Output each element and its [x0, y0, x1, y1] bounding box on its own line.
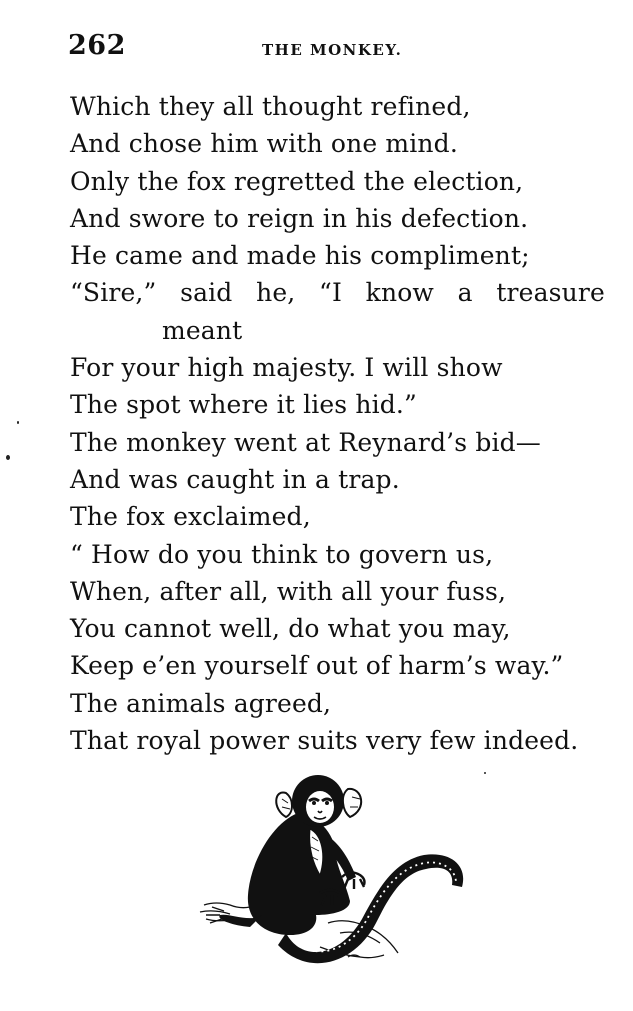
poem-line: He came and made his compliment; [70, 241, 530, 271]
page-number: 262 [68, 30, 126, 61]
poem-line: Which they all thought refined, [70, 92, 471, 121]
margin-speck [484, 772, 486, 774]
poem-line: Only the fox regretted the election, [70, 166, 524, 196]
poem-line: You cannot well, do what you may, [70, 614, 511, 644]
poem-line: The fox exclaimed, [70, 502, 311, 532]
margin-speck [6, 455, 10, 460]
poem-word: he, [256, 278, 296, 308]
poem-line-justified [70, 274, 605, 311]
poem-line: The monkey went at Reynard’s bid— [70, 427, 541, 457]
poem-line: The animals agreed, [70, 688, 332, 718]
poem-line: And swore to reign in his defection. [70, 203, 529, 233]
poem-word: said [180, 278, 233, 308]
poem-line: The spot where it lies hid.” [70, 390, 417, 420]
margin-speck [17, 421, 19, 424]
poem-line: “ How do you think to govern us, [70, 539, 494, 569]
poem-word: know [365, 278, 434, 308]
poem-word: a [457, 278, 473, 308]
poem-line: And was caught in a trap. [70, 464, 400, 494]
running-title: THE MONKEY. [262, 41, 403, 59]
poem-text [70, 88, 610, 759]
poem-line: That royal power suits very few indeed. [70, 726, 579, 756]
poem-word: “Sire,” [70, 278, 157, 308]
poem-line: Keep e’en yourself out of harm’s way.” [70, 651, 564, 681]
poem-word: treasure [496, 278, 605, 308]
poem-line-continuation: meant [162, 315, 243, 345]
monkey-engraving-icon [190, 765, 480, 970]
poem-line: And chose him with one mind. [70, 129, 458, 159]
monkey-body [248, 813, 350, 935]
poem-line: For your high majesty. I will show [70, 353, 503, 383]
poem-word: “I [319, 278, 343, 308]
poem-line: When, after all, with all your fuss, [70, 576, 507, 606]
